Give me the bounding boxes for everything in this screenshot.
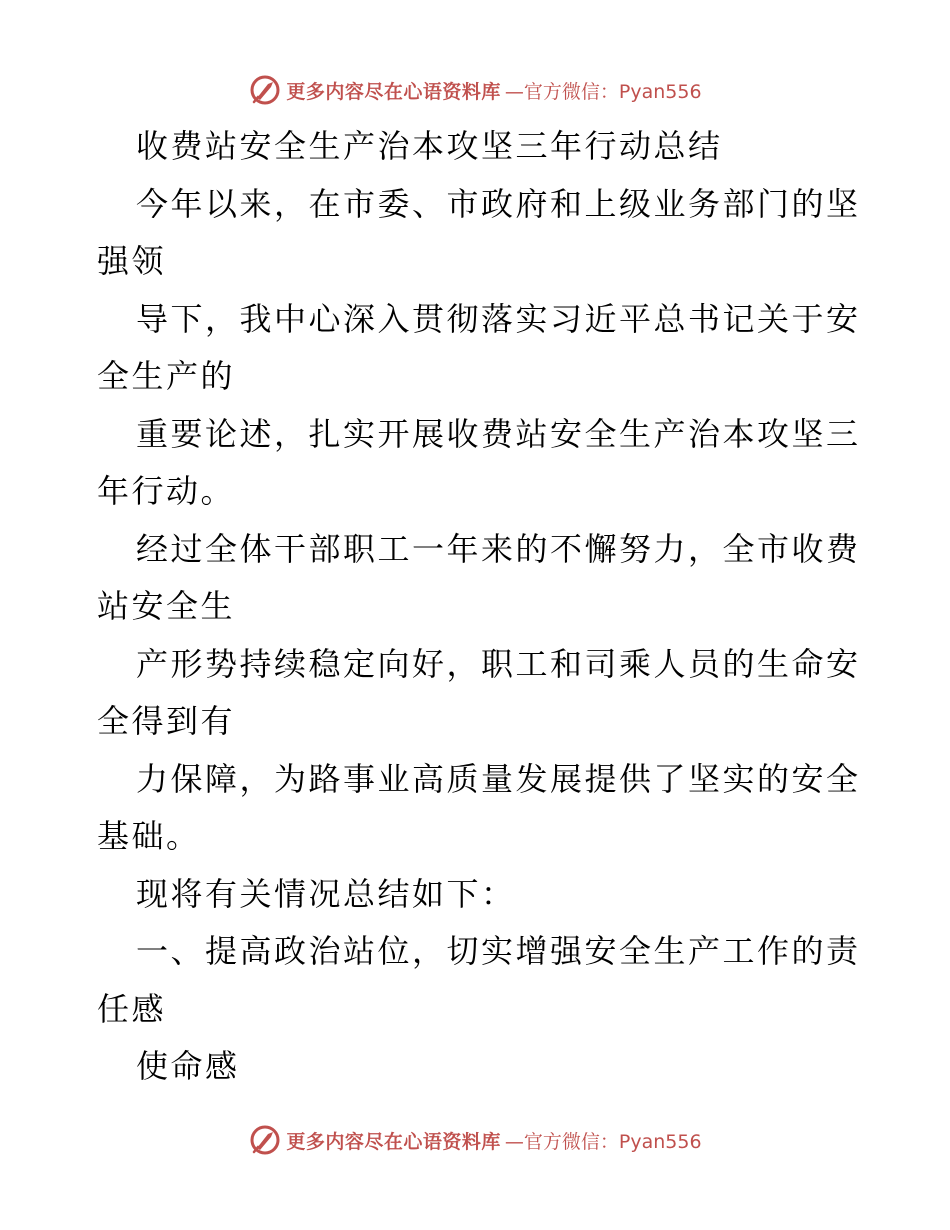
- text-line: 重要论述，扎实开展收费站安全生产治本攻坚三: [136, 414, 861, 453]
- text-line: 全得到有: [97, 702, 236, 740]
- text-line: 站安全生: [97, 587, 236, 625]
- banner-title: 更多内容尽在心语资料库: [286, 80, 501, 103]
- pen-nib-logo-icon: [248, 1123, 282, 1157]
- text-line: 收费站安全生产治本攻坚三年行动总结: [136, 127, 723, 165]
- text-line: 今年以来，在市委、市政府和上级业务部门的坚: [136, 184, 861, 223]
- banner-title: 更多内容尽在心语资料库: [286, 1130, 501, 1153]
- text-line: 全生产的: [97, 357, 236, 395]
- text-line: 基础。: [97, 817, 201, 855]
- text-line: 使命感: [136, 1047, 240, 1085]
- text-line: 经过全体干部职工一年来的不懈努力，全市收费: [136, 529, 861, 568]
- document-body: [97, 118, 861, 1096]
- text-line: 导下，我中心深入贯彻落实习近平总书记关于安: [136, 299, 861, 338]
- text-line: 现将有关情况总结如下：: [136, 874, 516, 913]
- banner-contact: —官方微信：Pyan556: [504, 80, 702, 103]
- banner-contact: —官方微信：Pyan556: [504, 1130, 702, 1153]
- text-line: 强领: [97, 242, 167, 280]
- text-line: 产形势持续稳定向好，职工和司乘人员的生命安: [136, 644, 861, 683]
- text-line: 力保障，为路事业高质量发展提供了坚实的安全: [136, 759, 861, 798]
- text-line: 年行动。: [97, 472, 236, 510]
- footer-banner: [0, 1122, 950, 1158]
- pen-nib-logo-icon: [248, 73, 282, 107]
- header-banner: [0, 72, 950, 108]
- text-line: 一、提高政治站位，切实增强安全生产工作的责: [136, 932, 861, 970]
- text-line: 任感: [97, 989, 167, 1028]
